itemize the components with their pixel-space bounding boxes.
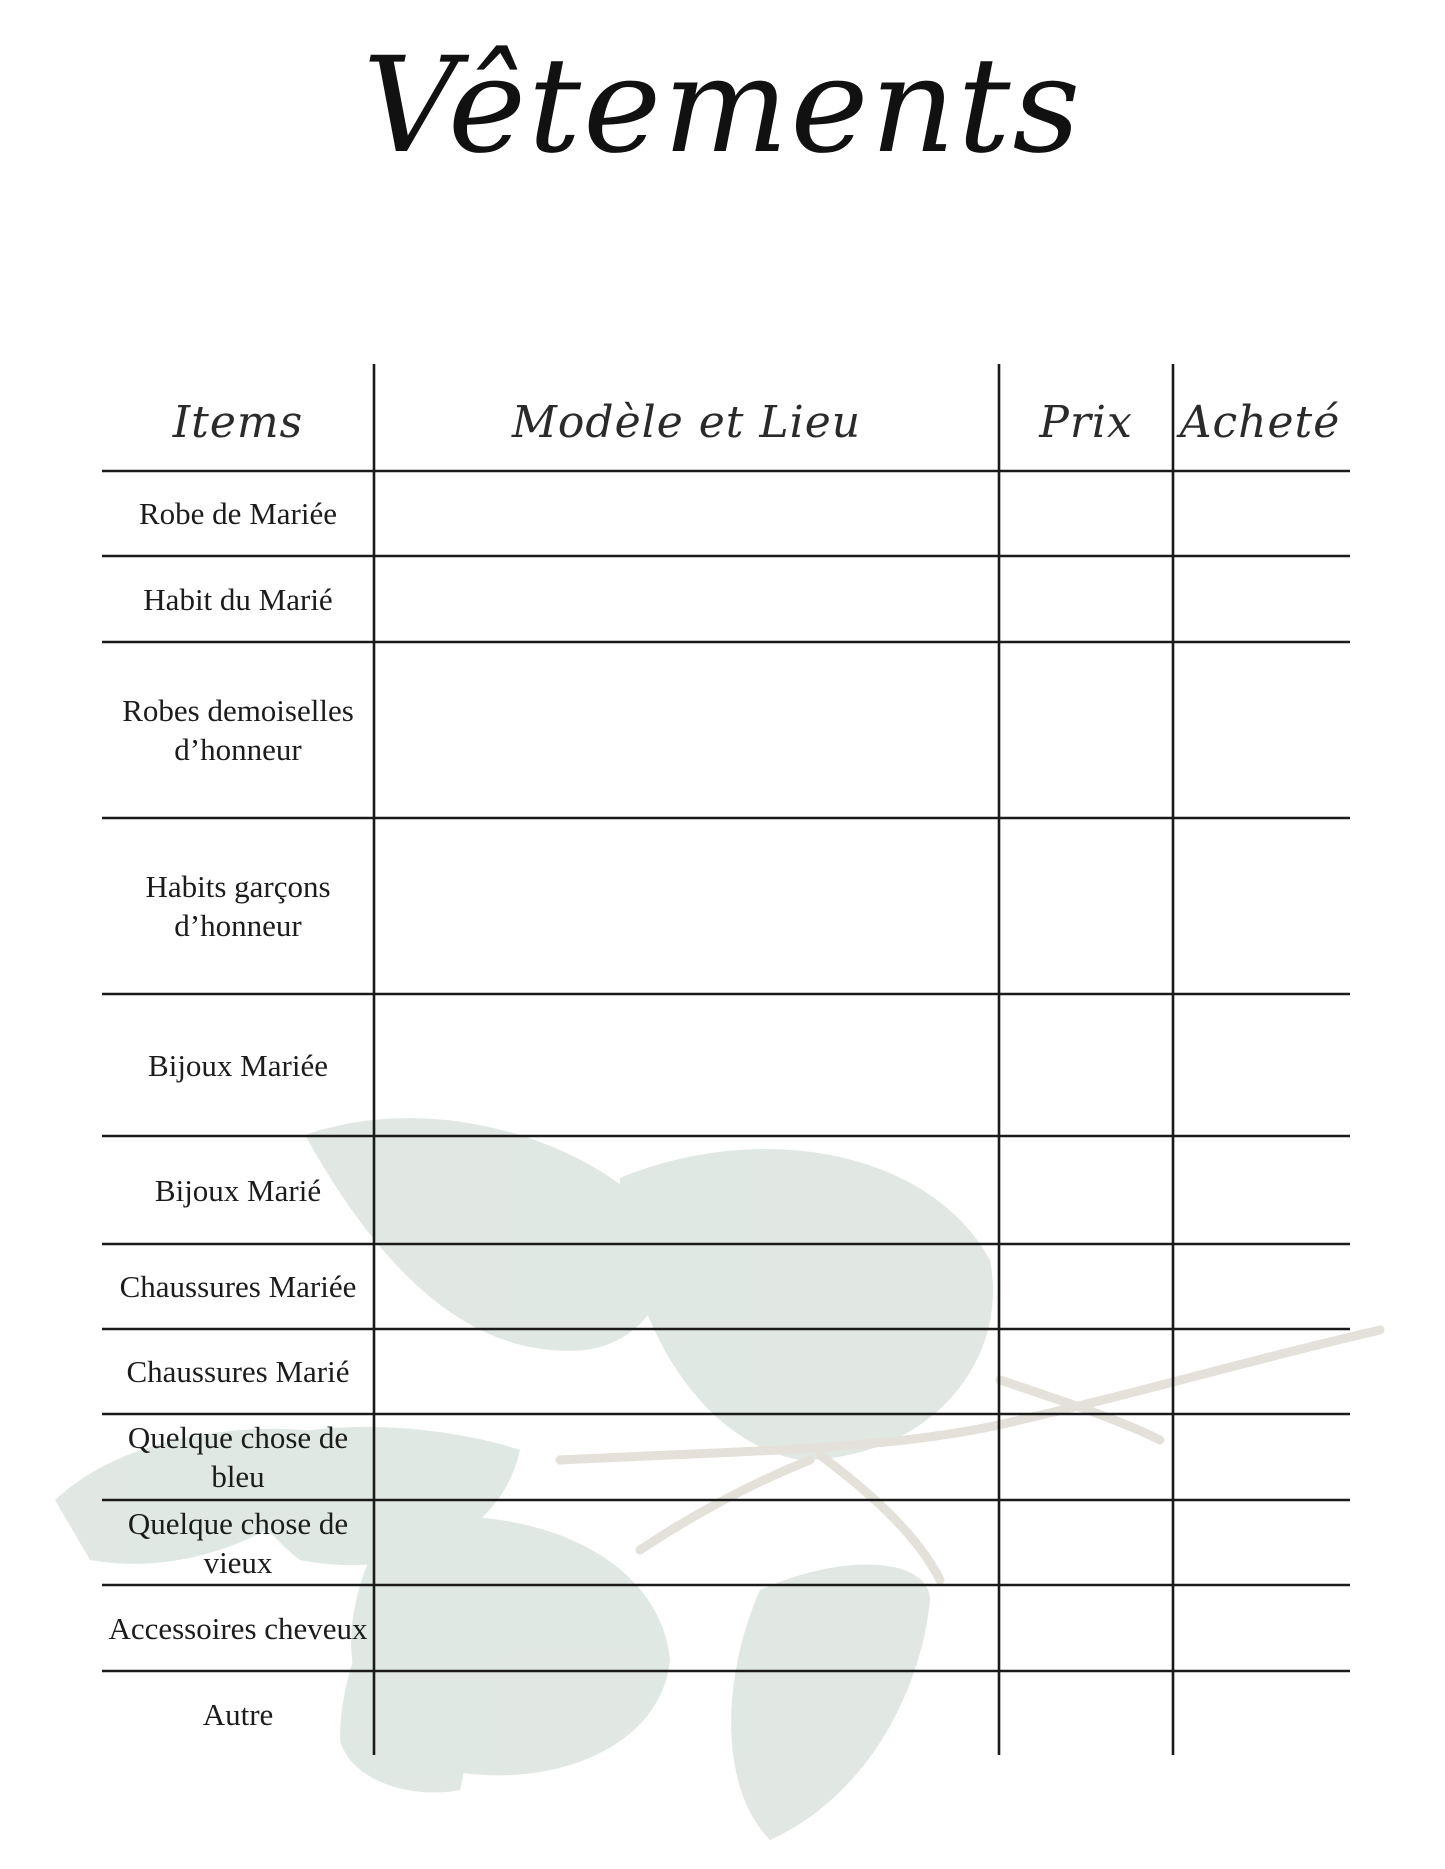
- row-label-chaussures-marie: Chaussures Marié: [126, 1354, 350, 1389]
- page-title: Vêtements: [362, 29, 1083, 183]
- row-label-autre: Autre: [202, 1696, 274, 1732]
- row-label-robe-de-mariee: Robe de Mariée: [139, 496, 337, 531]
- row-label-accessoires-cheveux: Accessoires cheveux: [108, 1610, 368, 1646]
- column-header-items: Items: [172, 396, 304, 448]
- row-label-bijoux-mariee: Bijoux Mariée: [148, 1047, 328, 1083]
- row-label-habits-garcons: Habits garçons d’honneur: [145, 869, 331, 943]
- row-label-habit-du-marie: Habit du Marié: [143, 581, 333, 617]
- column-header-modele-lieu: Modèle et Lieu: [511, 396, 862, 448]
- row-label-quelque-chose-vieux: Quelque chose de vieux: [127, 1505, 349, 1580]
- row-label-chaussures-mariee: Chaussures Mariée: [119, 1269, 357, 1304]
- row-label-quelque-chose-bleu: Quelque chose de bleu: [127, 1420, 349, 1494]
- column-header-prix: Prix: [1039, 396, 1133, 448]
- row-label-robes-demoiselles: Robes demoiselles d’honneur: [122, 693, 354, 767]
- row-label-bijoux-marie: Bijoux Marié: [154, 1172, 322, 1208]
- column-header-achete: Acheté: [1179, 396, 1341, 448]
